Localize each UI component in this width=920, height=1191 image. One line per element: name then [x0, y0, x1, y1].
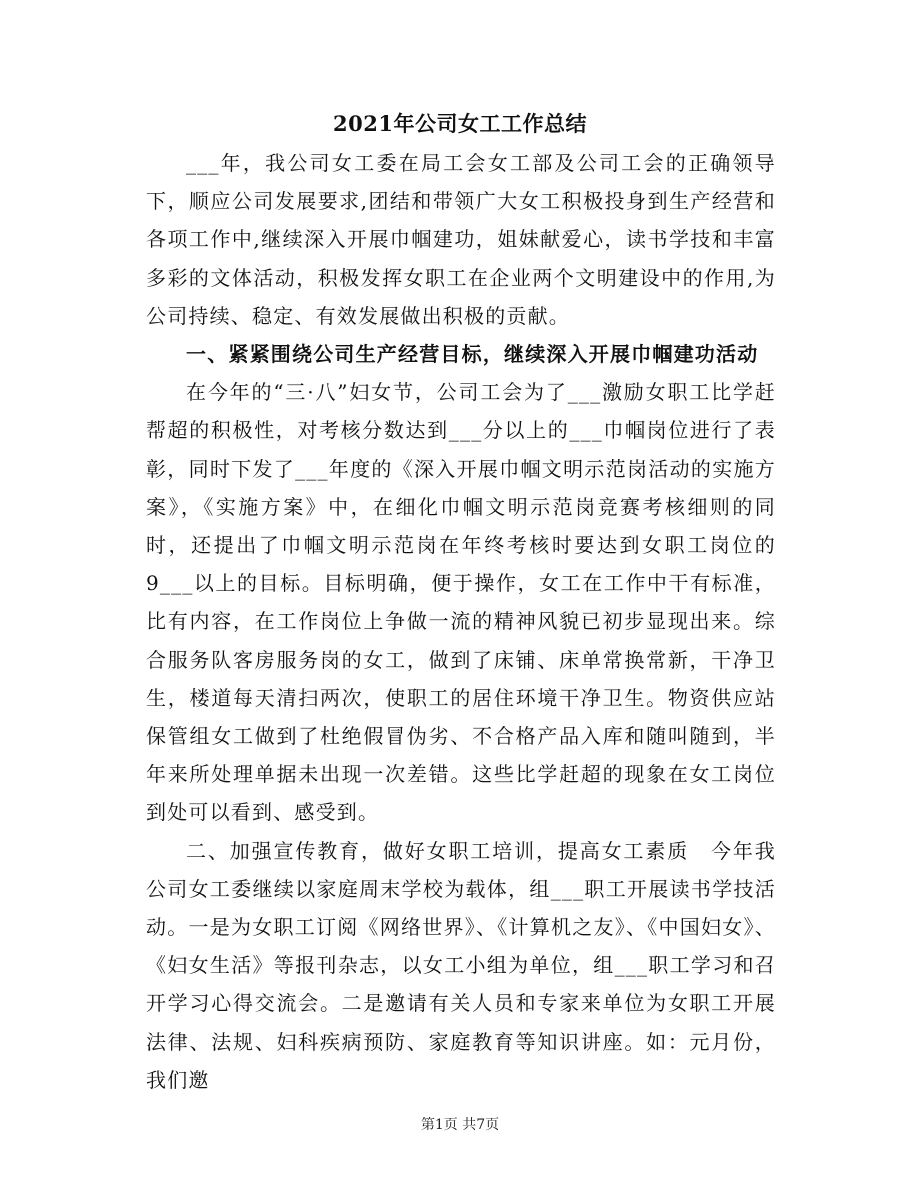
- page-number-footer: 第1页 共7页: [420, 1117, 500, 1133]
- document-body: [146, 144, 776, 1099]
- section-heading-1: 一、紧紧围绕公司生产经营目标，继续深入开展巾帼建功活动: [186, 342, 759, 367]
- paragraph-intro: ___年，我公司女工委在局工会女工部及公司工会的正确领导下，顺应公司发展要求,团结和带领广大女工积极投身到生产经营和各项工作中,继续深入开展巾帼建功，姐妹献爱心，读书学技和丰富多彩的文体活动，积极发挥女职工在企业两个文明建设中的作用,为公司持续、稳定、有效发展做出积极的贡献。: [146, 151, 776, 328]
- paragraph-section-2: 二、加强宣传教育，做好女职工培训，提高女工素质 今年我公司女工委继续以家庭周末学校为载体，组___职工开展读书学技活动。一是为女职工订阅《网络世界》、《计算机之友》、《中国妇女》、《妇女生活》等报刊杂志，以女工小组为单位，组___职工学习和召开学习心得交流会。二是邀请有关人员和专家来单位为女职工开展法律、法规、妇科疾病预防、家庭教育等知识讲座。如：元月份，我们邀: [146, 838, 776, 1092]
- document-title: 2021年公司女工工作总结: [333, 111, 587, 136]
- paragraph-section-1: 在今年的“三·八”妇女节，公司工会为了___激励女职工比学赶帮超的积极性，对考核分数达到___分以上的___巾帼岗位进行了表彰，同时下发了___年度的《深入开展巾帼文明示范岗活动的实施方案》，《实施方案》中，在细化巾帼文明示范岗竞赛考核细则的同时，还提出了巾帼文明示范岗在年终考核时要达到女职工岗位的9___以上的目标。目标明确，便于操作，女工在工作中干有标准，比有内容，在工作岗位上争做一流的精神风貌已初步显现出来。综合服务队客房服务岗的女工，做到了床铺、床单常换常新，干净卫生，楼道每天清扫两次，使职工的居住环境干净卫生。物资供应站保管组女工做到了杜绝假冒伪劣、不合格产品入库和随叫随到，半年来所处理单据未出现一次差错。这些比学赶超的现象在女工岗位到处可以看到、感受到。: [146, 380, 776, 825]
